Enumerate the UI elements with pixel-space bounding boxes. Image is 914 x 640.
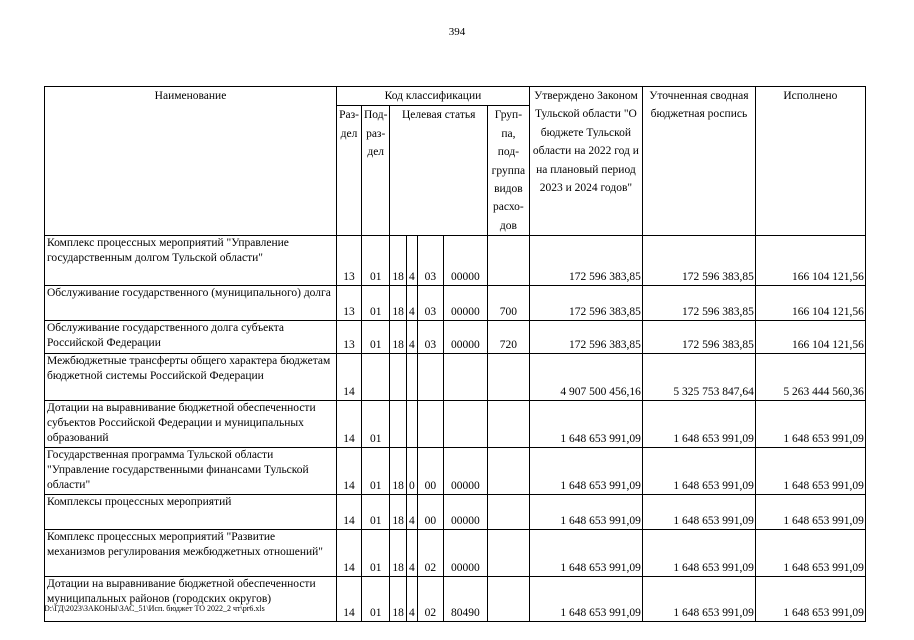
row-target-direction xyxy=(443,354,487,401)
row-executed: 5 263 444 560,36 xyxy=(755,354,865,401)
row-target-activity: 03 xyxy=(417,236,443,286)
row-subsection: 01 xyxy=(362,530,390,577)
row-target-activity: 02 xyxy=(417,577,443,622)
row-target-program: 18 xyxy=(390,530,407,577)
row-revised: 1 648 653 991,09 xyxy=(642,530,755,577)
row-revised: 1 648 653 991,09 xyxy=(642,401,755,448)
row-revised: 1 648 653 991,09 xyxy=(642,448,755,495)
row-section: 14 xyxy=(337,354,362,401)
row-target-program: 18 xyxy=(390,236,407,286)
row-target-activity: 02 xyxy=(417,530,443,577)
row-revised: 1 648 653 991,09 xyxy=(642,577,755,622)
row-name: Дотации на выравнивание бюджетной обеспеченности субъектов Российской Федерации и муниципальных образований xyxy=(45,401,337,448)
header-revised: Уточненная сводная бюджетная роспись xyxy=(642,87,755,236)
table-row xyxy=(45,495,866,530)
row-approved: 1 648 653 991,09 xyxy=(529,495,642,530)
row-subsection: 01 xyxy=(362,495,390,530)
file-path-footer: D:\ГД\2023\ЗАКОНЫ\ЗАС_51\Исп. бюджет ТО 2022_2 чт\pr6.xls xyxy=(44,604,265,613)
row-name: Дотации на выравнивание бюджетной обеспеченности муниципальных районов (городских округов) xyxy=(45,577,337,622)
row-target-activity xyxy=(417,401,443,448)
row-revised: 172 596 383,85 xyxy=(642,236,755,286)
row-revised: 172 596 383,85 xyxy=(642,321,755,354)
row-target-activity: 00 xyxy=(417,448,443,495)
row-section: 14 xyxy=(337,448,362,495)
row-name: Комплекс процессных мероприятий "Управление государственным долгом Тульской области" xyxy=(45,236,337,286)
row-target-program: 18 xyxy=(390,577,407,622)
row-subsection: 01 xyxy=(362,286,390,321)
row-target-type: 0 xyxy=(406,448,417,495)
row-expense-group: 700 xyxy=(487,286,529,321)
row-target-direction: 00000 xyxy=(443,530,487,577)
row-expense-group xyxy=(487,530,529,577)
row-target-direction: 80490 xyxy=(443,577,487,622)
row-section: 13 xyxy=(337,236,362,286)
row-subsection: 01 xyxy=(362,236,390,286)
table-row xyxy=(45,236,866,286)
row-target-type: 4 xyxy=(406,321,417,354)
row-section: 14 xyxy=(337,577,362,622)
row-target-type: 4 xyxy=(406,530,417,577)
row-target-direction: 00000 xyxy=(443,236,487,286)
row-approved: 1 648 653 991,09 xyxy=(529,448,642,495)
row-target-program: 18 xyxy=(390,321,407,354)
row-approved: 4 907 500 456,16 xyxy=(529,354,642,401)
row-executed: 166 104 121,56 xyxy=(755,321,865,354)
row-target-activity: 03 xyxy=(417,286,443,321)
row-expense-group xyxy=(487,448,529,495)
table-row xyxy=(45,401,866,448)
row-expense-group xyxy=(487,577,529,622)
header-classification-code: Код классификации xyxy=(337,87,530,106)
row-revised: 172 596 383,85 xyxy=(642,286,755,321)
row-section: 14 xyxy=(337,495,362,530)
row-name: Комплекс процессных мероприятий "Развитие механизмов регулирования межбюджетных отношений" xyxy=(45,530,337,577)
row-executed: 166 104 121,56 xyxy=(755,286,865,321)
row-target-program: 18 xyxy=(390,286,407,321)
row-executed: 166 104 121,56 xyxy=(755,236,865,286)
header-approved: Утверждено Законом Тульской области "О бюджете Тульской области на 2022 год и на плановый период 2023 и 2024 годов" xyxy=(529,87,642,236)
header-section: Раз-дел xyxy=(337,106,362,236)
row-executed: 1 648 653 991,09 xyxy=(755,401,865,448)
header-target-article: Целевая статья xyxy=(390,106,488,236)
row-target-activity: 00 xyxy=(417,495,443,530)
row-expense-group: 720 xyxy=(487,321,529,354)
row-target-type: 4 xyxy=(406,495,417,530)
row-target-program xyxy=(390,401,407,448)
row-approved: 1 648 653 991,09 xyxy=(529,401,642,448)
row-target-type xyxy=(406,354,417,401)
row-subsection xyxy=(362,354,390,401)
row-executed: 1 648 653 991,09 xyxy=(755,448,865,495)
row-subsection: 01 xyxy=(362,401,390,448)
page-number: 394 xyxy=(448,26,466,38)
table-row xyxy=(45,577,866,622)
row-revised: 5 325 753 847,64 xyxy=(642,354,755,401)
header-subsection: Под-раз-дел xyxy=(362,106,390,236)
header-expense-group: Груп-па, под-группа видов расхо-дов xyxy=(487,106,529,236)
row-name: Межбюджетные трансферты общего характера бюджетам бюджетной системы Российской Федерации xyxy=(45,354,337,401)
row-target-direction: 00000 xyxy=(443,286,487,321)
table-row xyxy=(45,321,866,354)
row-expense-group xyxy=(487,495,529,530)
row-expense-group xyxy=(487,354,529,401)
row-executed: 1 648 653 991,09 xyxy=(755,577,865,622)
table-row xyxy=(45,448,866,495)
row-section: 13 xyxy=(337,286,362,321)
row-approved: 1 648 653 991,09 xyxy=(529,577,642,622)
row-target-direction: 00000 xyxy=(443,321,487,354)
row-target-type: 4 xyxy=(406,577,417,622)
table-row xyxy=(45,530,866,577)
header-name: Наименование xyxy=(45,87,337,236)
row-approved: 172 596 383,85 xyxy=(529,321,642,354)
row-name: Обслуживание государственного (муниципального) долга xyxy=(45,286,337,321)
row-section: 13 xyxy=(337,321,362,354)
row-approved: 1 648 653 991,09 xyxy=(529,530,642,577)
row-target-activity: 03 xyxy=(417,321,443,354)
header-executed: Исполнено xyxy=(755,87,865,236)
row-target-type xyxy=(406,401,417,448)
row-section: 14 xyxy=(337,530,362,577)
row-expense-group xyxy=(487,401,529,448)
row-subsection: 01 xyxy=(362,321,390,354)
row-target-type: 4 xyxy=(406,236,417,286)
row-target-program xyxy=(390,354,407,401)
row-target-type: 4 xyxy=(406,286,417,321)
row-target-activity xyxy=(417,354,443,401)
row-target-direction: 00000 xyxy=(443,495,487,530)
row-subsection: 01 xyxy=(362,448,390,495)
row-target-program: 18 xyxy=(390,448,407,495)
row-target-direction xyxy=(443,401,487,448)
row-approved: 172 596 383,85 xyxy=(529,236,642,286)
table-row xyxy=(45,354,866,401)
table-row xyxy=(45,286,866,321)
row-subsection: 01 xyxy=(362,577,390,622)
row-section: 14 xyxy=(337,401,362,448)
row-name: Комплексы процессных мероприятий xyxy=(45,495,337,530)
row-target-direction: 00000 xyxy=(443,448,487,495)
row-approved: 172 596 383,85 xyxy=(529,286,642,321)
row-expense-group xyxy=(487,236,529,286)
table-body xyxy=(45,236,866,622)
budget-table xyxy=(44,86,866,622)
row-name: Обслуживание государственного долга субъекта Российской Федерации xyxy=(45,321,337,354)
row-revised: 1 648 653 991,09 xyxy=(642,495,755,530)
row-executed: 1 648 653 991,09 xyxy=(755,530,865,577)
row-executed: 1 648 653 991,09 xyxy=(755,495,865,530)
row-target-program: 18 xyxy=(390,495,407,530)
row-name: Государственная программа Тульской области "Управление государственными финансами Тульской области" xyxy=(45,448,337,495)
